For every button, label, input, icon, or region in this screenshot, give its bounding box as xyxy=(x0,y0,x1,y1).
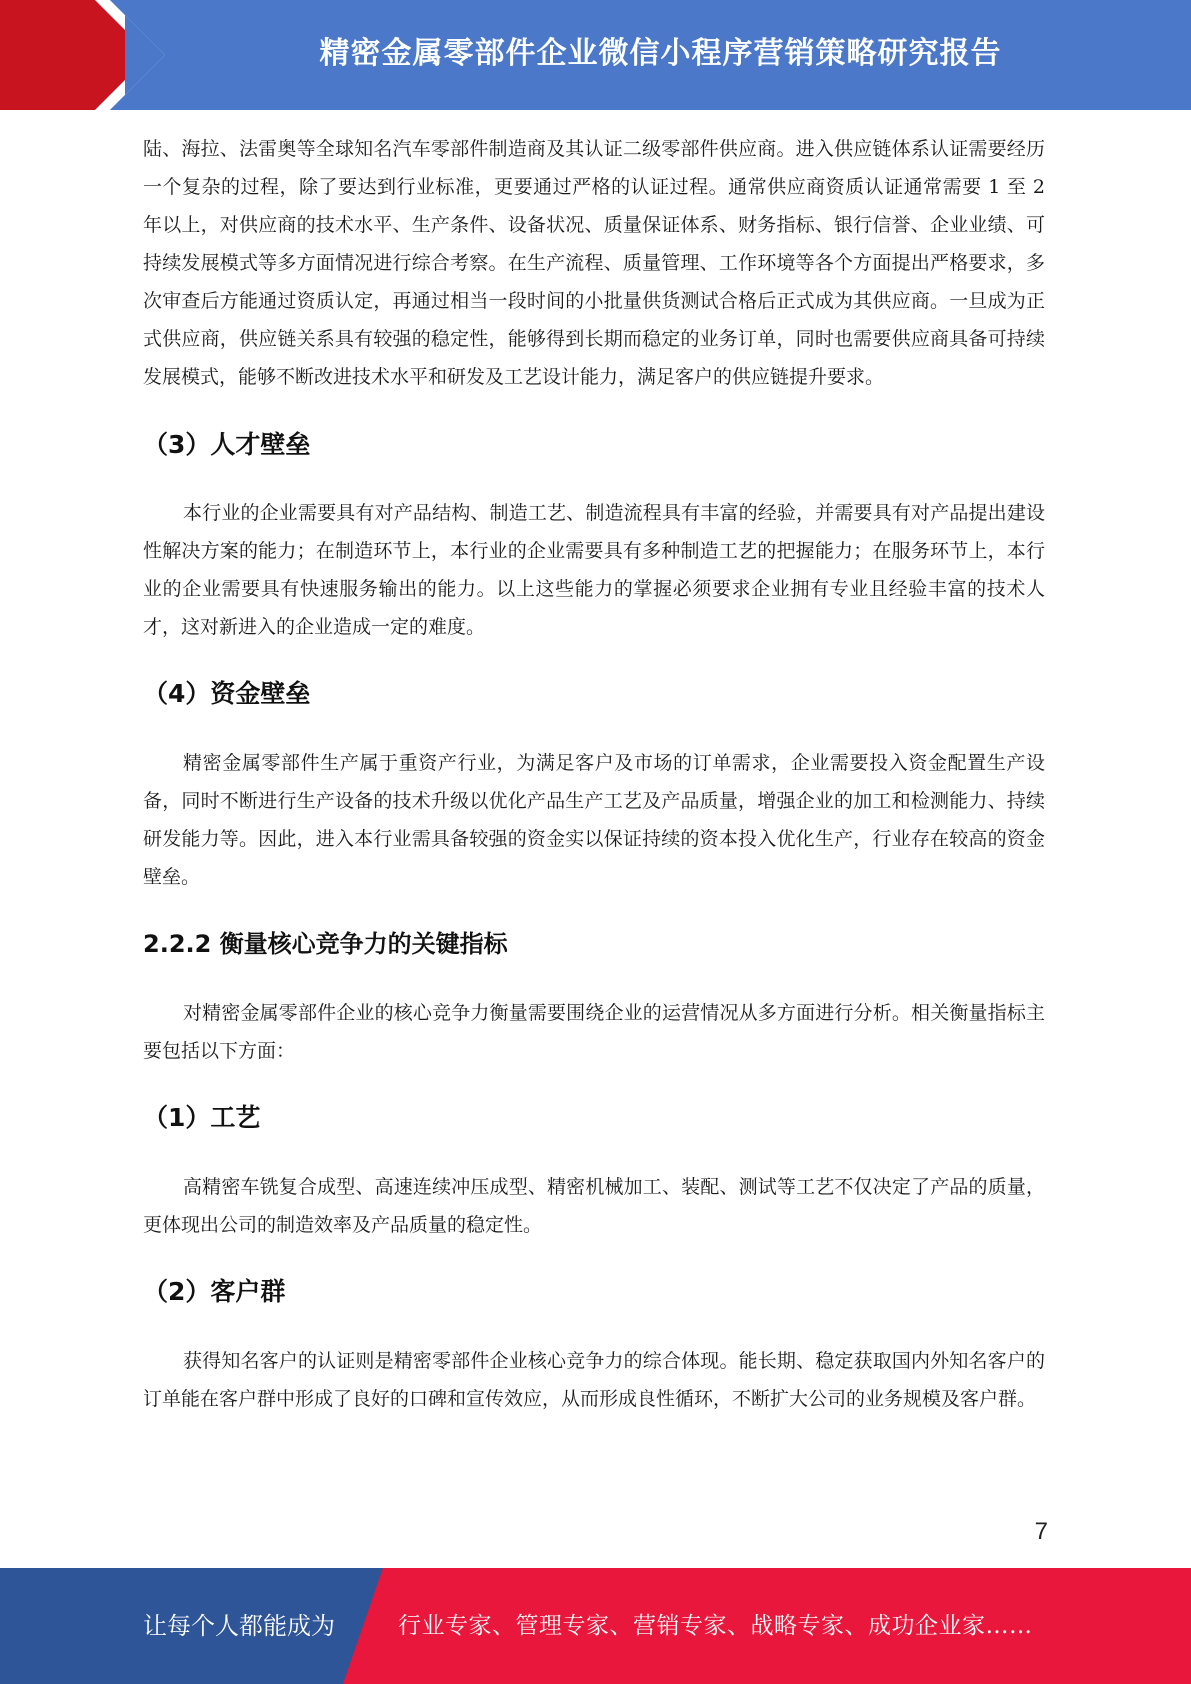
paragraph-indicators-intro: 对精密金属零部件企业的核心竞争力衡量需要围绕企业的运营情况从多方面进行分析。相关衡量指标主要包括以下方面： xyxy=(143,1002,1045,1062)
paragraph-craft: 高精密车铣复合成型、高速连续冲压成型、精密机械加工、装配、测试等工艺不仅决定了产品的质量，更体现出公司的制造效率及产品质量的稳定性。 xyxy=(143,1176,1045,1236)
subheading-capital-barrier: （4）资金壁垒 xyxy=(143,679,311,708)
footer-slogan-right: 行业专家、管理专家、营销专家、战略专家、成功企业家…… xyxy=(398,1613,1033,1639)
page-number: 7 xyxy=(1034,1518,1048,1545)
subheading-craft: （1）工艺 xyxy=(143,1103,261,1132)
paragraph-capital-barrier: 精密金属零部件生产属于重资产行业，为满足客户及市场的订单需求，企业需要投入资金配置生产设备，同时不断进行生产设备的技术升级以优化产品生产工艺及产品质量，增强企业的加工和检测能力、持续研发能力等。因此，进入本行业需具备较强的资金实以保证持续的资本投入优化生产，行业存在较高的资金壁垒。 xyxy=(143,752,1045,888)
subheading-talent-barrier: （3）人才壁垒 xyxy=(143,430,311,459)
report-title: 精密金属零部件企业微信小程序营销策略研究报告 xyxy=(319,36,1002,71)
page-content xyxy=(143,130,1045,1418)
page-header xyxy=(0,0,1191,110)
page-footer xyxy=(0,1568,1191,1684)
paragraph-customer-group: 获得知名客户的认证则是精密零部件企业核心竞争力的综合体现。能长期、稳定获取国内外知名客户的订单能在客户群中形成了良好的口碑和宣传效应，从而形成良性循环，不断扩大公司的业务规模及客户群。 xyxy=(143,1350,1045,1410)
paragraph-certification: 陆、海拉、法雷奥等全球知名汽车零部件制造商及其认证二级零部件供应商。进入供应链体系认证需要经历一个复杂的过程，除了要达到行业标准，更要通过严格的认证过程。通常供应商资质认证通常需要 1 至 2 年以上，对供应商的技术水平、生产条件、设备状况、质量保证体系、财务指标、银行信誉、企业业绩、可持续发展模式等多方面情况进行综合考察。在生产流程、质量管理、工作环境等各个方面提出严格要求，多次审查后方能通过资质认定，再通过相当一段时间的小批量供货测试合格后正式成为其供应商。一旦成为正式供应商，供应链关系具有较强的稳定性，能够得到长期而稳定的业务订单，同时也需要供应商具备可持续发展模式，能够不断改进技术水平和研发及工艺设计能力，满足客户的供应链提升要求。 xyxy=(143,138,1045,388)
section-heading-key-indicators: 2.2.2 衡量核心竞争力的关键指标 xyxy=(143,930,508,958)
footer-slogan-left: 让每个人都能成为 xyxy=(143,1612,335,1640)
subheading-customer-group: （2）客户群 xyxy=(143,1277,286,1306)
paragraph-talent-barrier: 本行业的企业需要具有对产品结构、制造工艺、制造流程具有丰富的经验，并需要具有对产品提出建设性解决方案的能力；在制造环节上，本行业的企业需要具有多种制造工艺的把握能力；在服务环节上，本行业的企业需要具有快速服务输出的能力。以上这些能力的掌握必须要求企业拥有专业且经验丰富的技术人才，这对新进入的企业造成一定的难度。 xyxy=(143,502,1045,638)
